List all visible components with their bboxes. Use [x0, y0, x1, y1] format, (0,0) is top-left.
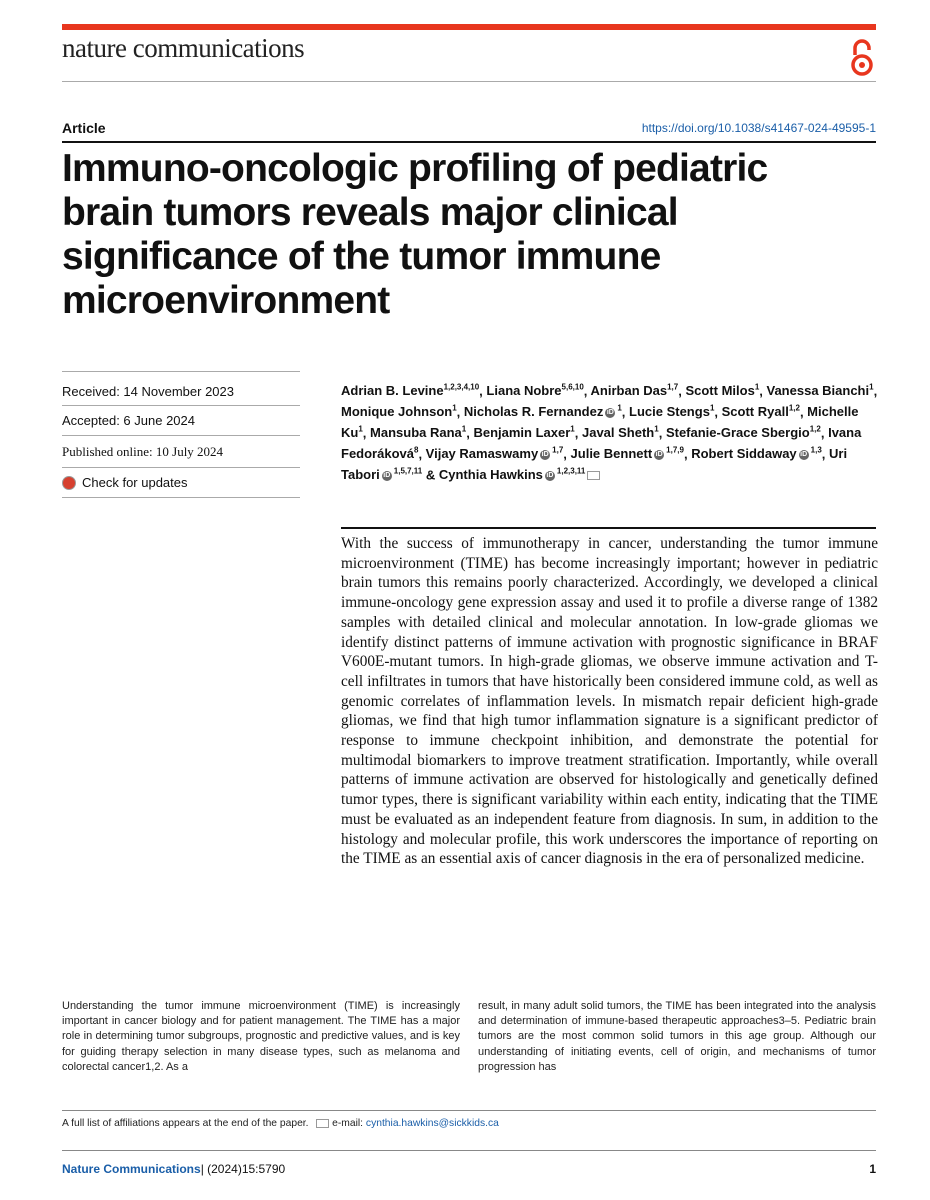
- affiliation-mark: 1: [461, 424, 467, 434]
- affiliation-mark: 1: [358, 424, 363, 434]
- divider: [62, 467, 300, 468]
- author-name: Robert Siddaway: [691, 446, 797, 462]
- abstract-rule: [341, 527, 876, 529]
- affiliation-mark: 1: [570, 424, 575, 434]
- affiliation-mark: 1,5,7,11: [393, 466, 423, 476]
- email-link[interactable]: cynthia.hawkins@sickkids.ca: [365, 1118, 499, 1129]
- page-number: 1: [869, 1162, 876, 1176]
- footnote-rule: [62, 1110, 876, 1111]
- author[interactable]: [591, 383, 679, 398]
- footer-rule: [62, 1150, 876, 1151]
- accepted-date: Accepted: 6 June 2024: [62, 413, 195, 428]
- affiliation-mark: 1,7: [667, 383, 679, 392]
- author-name: Adrian B. Levine: [341, 383, 444, 399]
- author-name: Julie Bennett: [570, 446, 653, 462]
- orcid-icon[interactable]: iD: [800, 450, 808, 458]
- author[interactable]: [486, 383, 583, 398]
- author-name: Benjamin Laxer: [473, 425, 571, 441]
- footer-citation: [62, 1162, 285, 1176]
- affiliation-mark: 1: [754, 383, 760, 392]
- author[interactable]: [426, 446, 564, 461]
- divider: [62, 435, 300, 436]
- doi-link[interactable]: https://doi.org/10.1038/s41467-024-49595-1: [641, 121, 876, 135]
- affiliation-mark: 1,2,3,11: [556, 466, 586, 476]
- author[interactable]: [666, 425, 821, 440]
- received-date: Received: 14 November 2023: [62, 384, 234, 399]
- author-name: Scott Milos: [685, 383, 755, 399]
- author[interactable]: [629, 404, 714, 419]
- author-name: Uri Tabori: [341, 446, 848, 483]
- author-name: Vijay Ramaswamy: [425, 446, 539, 462]
- author[interactable]: [767, 383, 874, 398]
- footer-journal[interactable]: Nature Communications: [62, 1162, 201, 1176]
- author-name: Michelle Ku: [341, 404, 859, 441]
- accent-bar: [62, 24, 876, 30]
- author[interactable]: [691, 446, 822, 461]
- open-access-icon: [849, 38, 875, 78]
- header-rule: [62, 81, 876, 82]
- author-name: Ivana Fedoráková: [341, 425, 862, 462]
- author[interactable]: [685, 383, 759, 398]
- author-name: Stefanie-Grace Sbergio: [665, 425, 810, 441]
- author-name: Scott Ryall: [721, 404, 789, 420]
- author-name: Liana Nobre: [486, 383, 562, 399]
- affiliation-mark: 1: [654, 424, 659, 434]
- orcid-icon[interactable]: iD: [541, 450, 549, 458]
- author[interactable]: [439, 467, 586, 482]
- check-label: Check for updates: [82, 475, 188, 490]
- published-date: Published online: 10 July 2024: [62, 444, 224, 459]
- affiliation-mark: 1,7: [552, 445, 564, 455]
- author-name: Javal Sheth: [581, 425, 655, 441]
- divider: [62, 405, 300, 406]
- abstract: With the success of immunotherapy in cancer, understanding the tumor immune microenvironment (TIME) has become increasingly important; however in pediatric brain tumors this remains poorly characterized. Accordingly, we developed a clinical immune-oncology gene expression assay and used it to profile a diverse range of 1382 samples with detailed clinical and molecular annotation. In low-grade gliomas we identify distinct patterns of immune activation with prognostic significance in BRAF V600E-mutant tumors. In high-grade gliomas, we observe immune activation and T-cell infiltrates in tumors that have historically been considered immune cold, as well as genomic correlates of inflammation levels. In mismatch repair deficient high-grade gliomas, we find that high tumor inflammation signature is a significant predictor of response to immune checkpoint inhibition, and demonstrate the potential for multimodal biomarkers to improve treatment stratification. Importantly, while overall patterns of immune activation are observed for histologically and genetically defined tumor types, there is significant variability within each entity, indicating that the TIME must be evaluated as an independent feature from diagnosis. In sum, in addition to the histology and molecular profile, this work underscores the importance of reporting on the TIME as an essential axis of cancer diagnosis in the era of personalized medicine.: [341, 535, 878, 868]
- affiliation-mark: 8: [413, 445, 419, 455]
- affiliation-mark: 1: [709, 403, 715, 413]
- author-name: Cynthia Hawkins: [438, 467, 543, 483]
- divider: [62, 497, 300, 498]
- author[interactable]: [571, 446, 684, 461]
- crossmark-icon: [62, 476, 76, 490]
- author[interactable]: [464, 404, 622, 419]
- affiliation-mark: 1,3: [810, 445, 822, 455]
- orcid-icon[interactable]: iD: [655, 450, 663, 458]
- footnote: [62, 1118, 499, 1129]
- divider: [62, 371, 300, 372]
- author-name: Vanessa Bianchi: [766, 383, 870, 399]
- author[interactable]: [722, 404, 800, 419]
- body-column-2: result, in many adult solid tumors, the TIME has been integrated into the analysis and determination of immune-based therapeutic approaches3–5. Pediatric brain tumors are the most common solid tumors in this age group. Although our understanding of initiating events, cell of origin, and mechanisms of tumor progression has: [478, 1000, 876, 1073]
- affiliation-mark: 1: [452, 403, 457, 413]
- orcid-icon[interactable]: iD: [383, 471, 391, 479]
- footer-volume: | (2024)15:5790: [200, 1162, 286, 1176]
- affiliations-note: A full list of affiliations appears at the end of the paper.: [62, 1118, 309, 1129]
- author[interactable]: [473, 425, 574, 440]
- affiliation-mark: 1,2,3,4,10: [443, 383, 480, 392]
- affiliation-mark: 5,6,10: [561, 383, 584, 392]
- author-name: Anirban Das: [590, 383, 668, 399]
- email-label: e-mail:: [332, 1118, 364, 1129]
- article-type: Article: [62, 120, 106, 136]
- author[interactable]: [370, 425, 466, 440]
- orcid-icon[interactable]: iD: [546, 471, 554, 479]
- journal-name: nature communications: [62, 33, 305, 63]
- author[interactable]: [582, 425, 659, 440]
- affiliation-mark: 1,7,9: [666, 445, 684, 455]
- corresponding-mail-icon[interactable]: [587, 471, 600, 480]
- affiliation-mark: 1: [617, 403, 622, 413]
- title-rule: [62, 141, 876, 143]
- author-name: Lucie Stengs: [629, 404, 710, 420]
- author[interactable]: [341, 404, 457, 419]
- affiliation-mark: 1: [869, 383, 874, 392]
- affiliation-mark: 1,2: [809, 424, 821, 434]
- paper-title: Immuno-oncologic profiling of pediatric brain tumors reveals major clinical significance of the tumor immune microenvironment: [62, 147, 768, 322]
- author[interactable]: [341, 383, 479, 398]
- author-name: Nicholas R. Fernandez: [463, 404, 604, 420]
- body-column-1: Understanding the tumor immune microenvironment (TIME) is increasingly important in cancer biology and for patient management. The TIME has a major role in determining tumor subgroups, prognostic and predictive values, and is key for guiding therapy selection in many disease types, such as melanoma and colorectal cancer1,2. As a: [62, 1000, 460, 1073]
- affiliation-mark: 1,2: [788, 403, 800, 413]
- mail-icon: [316, 1119, 329, 1128]
- check-for-updates-button[interactable]: [62, 475, 188, 490]
- author-name: Mansuba Rana: [370, 425, 462, 441]
- orcid-icon[interactable]: iD: [606, 408, 614, 416]
- author-name: Monique Johnson: [341, 404, 453, 420]
- author-list: Adrian B. Levine$^{1,2,3,4,10}$, Liana Nobre$^{5,6,10}$, Anirban Das$^{1,7}$, Scott Milos$^1$, Vanessa Bianchi$^1$, Monique Johnson$^1$, Nicholas R. Fernandez iD $^1$, Lucie Stengs$^1$, Scott Ryall$^{1,2}$, Michelle Ku$^1$, Mansuba Rana$^1$, Benjamin Laxer$^1$, Javal Sheth$^1$, Stefanie-Grace Sbergio$^{1,2}$, Ivana Fedoráková$^8$, Vijay Ramaswamy iD $^{1,7}$, Julie Bennett iD $^{1,7,9}$, Robert Siddaway iD $^{1,3}$, Uri Tabori iD $^{1,5,7,11}$ & Cynthia Hawkins iD $^{1,2,3,11}$: [341, 383, 878, 483]
